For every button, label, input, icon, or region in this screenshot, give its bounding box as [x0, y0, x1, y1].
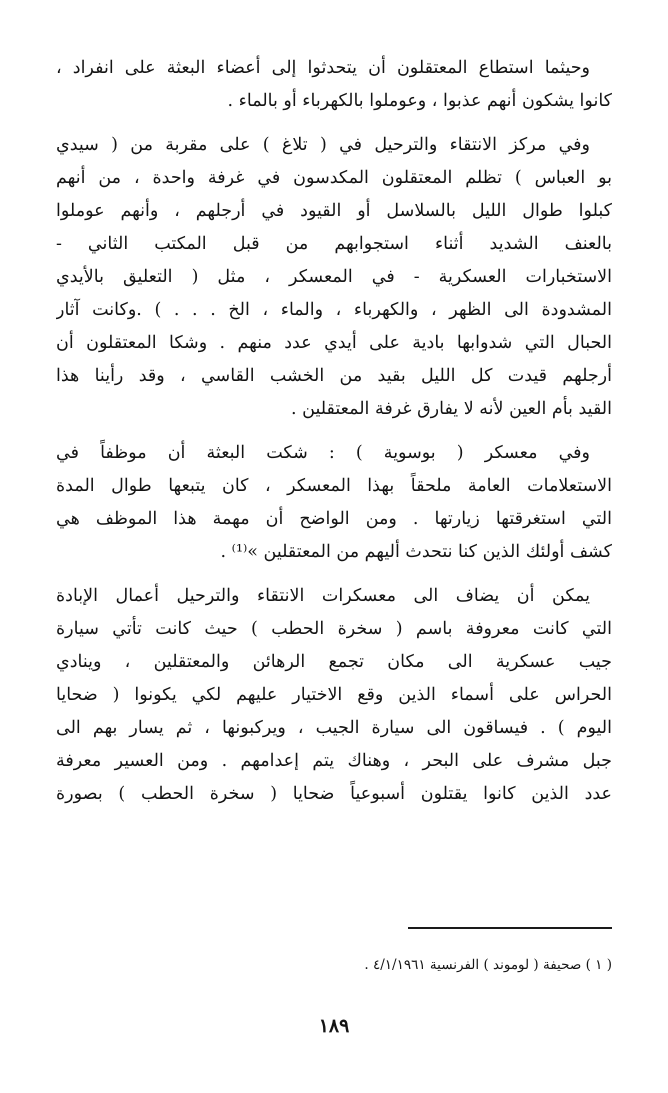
text-line: جبل مشرف على البحر ، وهناك يتم إعدامهم . ومن العسير معرفة: [56, 751, 612, 771]
text-line: الاستخبارات العسكرية - في المعسكر ، مثل ( التعليق بالأيدي: [56, 267, 612, 287]
text-line: جيب عسكرية الى مكان تجمع الرهائن والمعتقلين ، وينادي: [56, 652, 612, 672]
text-line: وحيثما استطاع المعتقلون أن يتحدثوا إلى أعضاء البعثة على انفراد ،: [56, 58, 590, 78]
text-line: كشف أولئك الذين كنا نتحدث أليهم من المعتقلين »⁽¹⁾ .: [220, 542, 612, 562]
text-line: وفي مركز الانتقاء والترحيل في ( تلاغ ) على مقربة من ( سيدي: [56, 135, 590, 155]
text-line: المشدودة الى الظهر ، والكهرباء ، والماء ، الخ . . . ) .وكانت آثار: [56, 300, 612, 320]
paragraph-1: [56, 52, 612, 118]
paragraph-3: [56, 437, 612, 569]
footnote: ( ١ ) صحيفة ( لوموند ) الفرنسية ٤/١/١٩٦١ .: [364, 957, 612, 973]
paragraph-4: [56, 580, 612, 811]
text-line: كانوا يشكون أنهم عذبوا ، وعوملوا بالكهرباء أو بالماء .: [227, 91, 612, 111]
text-line: وفي معسكر ( بوسوية ) : شكت البعثة أن موظفاً في: [56, 443, 590, 463]
text-line: كبلوا طوال الليل بالسلاسل أو القيود في أرجلهم ، وأنهم عوملوا: [56, 201, 612, 221]
page-number: ١٨٩: [318, 1015, 350, 1037]
page-body: [56, 52, 612, 811]
text-line: الحبال التي شدوابها بادية على أيدي عدد منهم . وشكا المعتقلون أن: [56, 333, 612, 353]
text-line: يمكن أن يضاف الى معسكرات الانتقاء والترحيل أعمال الإبادة: [56, 586, 590, 606]
text-line: أرجلهم قيدت كل الليل بقيد من الخشب القاسي ، وقد رأينا هذا: [56, 366, 612, 386]
text-line: عدد الذين كانوا يقتلون أسبوعياً ضحايا ( سخرة الحطب ) بصورة: [56, 784, 612, 804]
text-line: الحراس على أسماء الذين وقع الاختيار عليهم لكي يكونوا ( ضحايا: [56, 685, 612, 705]
text-line: الاستعلامات العامة ملحقاً بهذا المعسكر ، كان يتبعها طوال المدة: [56, 476, 612, 496]
text-line: التي كانت معروفة باسم ( سخرة الحطب ) حيث كانت تأتي سيارة: [56, 619, 612, 639]
paragraph-2: [56, 129, 612, 426]
footnote-divider: [408, 927, 612, 929]
text-line: بالعنف الشديد أثناء استجوابهم من قبل المكتب الثاني -: [56, 234, 612, 254]
text-line: التي استغرقتها زيارتها . ومن الواضح أن مهمة هذا الموظف هي: [56, 509, 612, 529]
text-line: القيد بأم العين لأنه لا يفارق غرفة المعتقلين .: [291, 399, 612, 419]
text-line: اليوم ) . فيساقون الى سيارة الجيب ، ويركبونها ، ثم يسار بهم الى: [56, 718, 612, 738]
text-line: بو العباس ) تظلم المعتقلون المكدسون في غرفة واحدة ، من أنهم: [56, 168, 612, 188]
